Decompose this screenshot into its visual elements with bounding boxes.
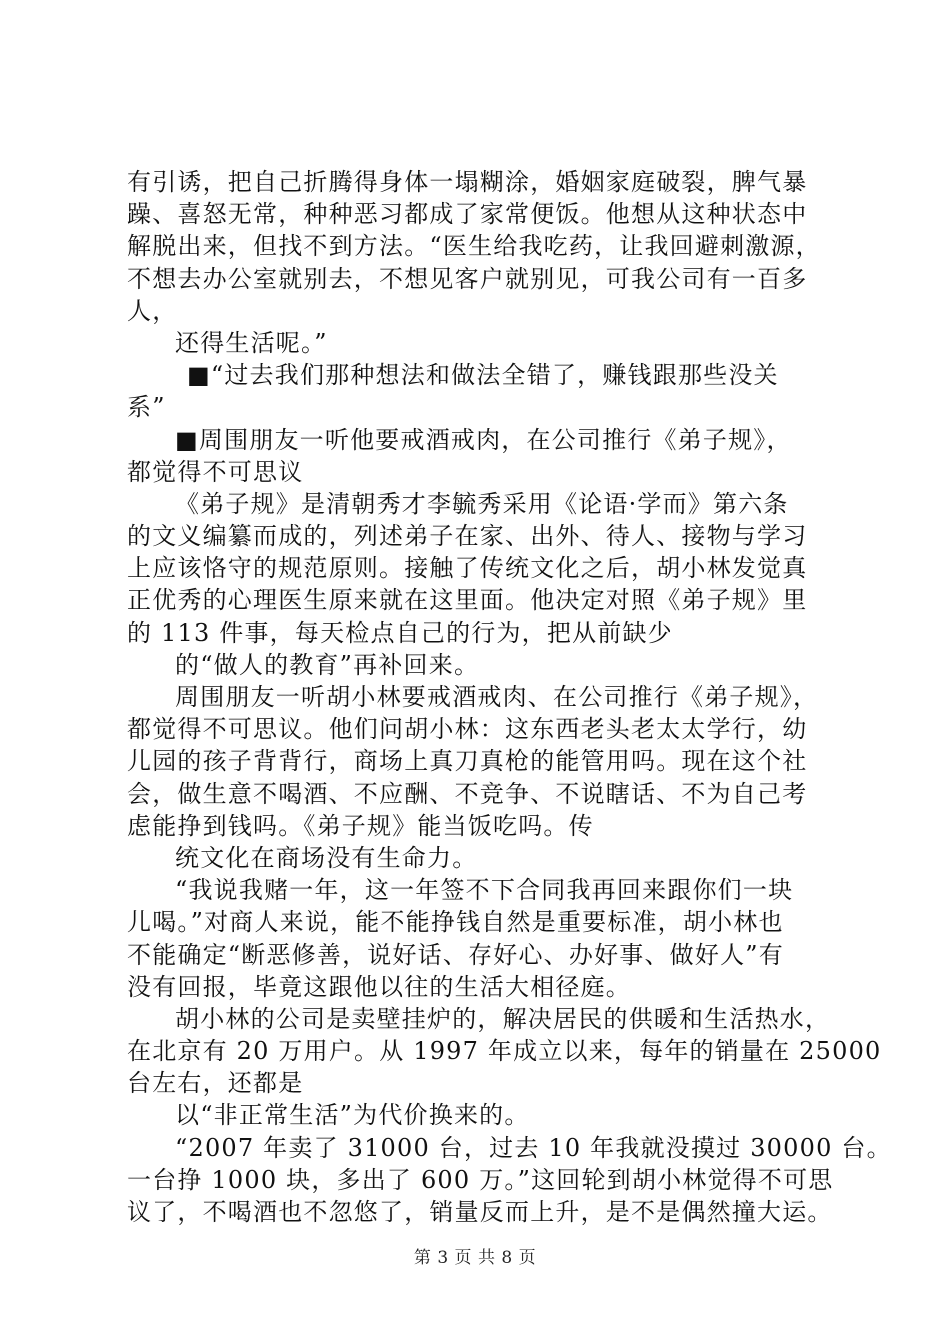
text-line: 儿园的孩子背背行，商场上真刀真枪的能管用吗。现在这个社 xyxy=(127,747,808,776)
subheading-line: 都觉得不可思议 xyxy=(127,457,304,486)
text-line: 都觉得不可思议。他们问胡小林：这东西老头老太太学行，幼 xyxy=(127,715,808,744)
text-line: 解脱出来，但找不到方法。“医生给我吃药，让我回避刺激源， xyxy=(127,232,821,261)
subheading-line: ■周围朋友一听他要戒酒戒肉，在公司推行《弟子规》， xyxy=(175,425,792,454)
text-line: 统文化在商场没有生命力。 xyxy=(175,843,478,872)
text-line: 的“做人的教育”再补回来。 xyxy=(175,650,480,679)
text-line: 有引诱，把自己折腾得身体一塌糊涂，婚姻家庭破裂，脾气暴 xyxy=(127,168,808,196)
text-line: 不能确定“断恶修善，说好话、存好心、办好事、做好人”有 xyxy=(127,940,784,969)
text-line: 躁、喜怒无常，种种恶习都成了家常便饭。他想从这种状态中 xyxy=(127,200,808,229)
text-line: 没有回报，毕竟这跟他以往的生活大相径庭。 xyxy=(127,972,631,1001)
text-line: 会，做生意不喝酒、不应酬、不竞争、不说瞎话、不为自己考 xyxy=(127,779,808,808)
text-line: 儿喝。”对商人来说，能不能挣钱自然是重要标准，胡小林也 xyxy=(127,908,784,937)
text-line: 虑能挣到钱吗。《弟子规》能当饭吃吗。传 xyxy=(127,811,594,840)
text-line: “我说我赌一年，这一年签不下合同我再回来跟你们一块 xyxy=(175,876,794,905)
text-line: 的 113 件事，每天检点自己的行为，把从前缺少 xyxy=(127,618,673,647)
text-line: 周围朋友一听胡小林要戒酒戒肉、在公司推行《弟子规》， xyxy=(175,683,819,711)
text-line: “2007 年卖了 31000 台，过去 10 年我就没摸过 30000 台。 xyxy=(175,1133,892,1162)
subheading-line: 系” xyxy=(127,393,166,422)
text-line: 在北京有 20 万用户。从 1997 年成立以来，每年的销量在 25000 xyxy=(127,1037,882,1066)
page-footer: 第 3 页 共 8 页 xyxy=(413,1248,537,1268)
text-line: 上应该恪守的规范原则。接触了传统文化之后，胡小林发觉真 xyxy=(127,554,808,583)
text-line: 不想去办公室就别去，不想见客户就别见，可我公司有一百多 xyxy=(127,264,808,293)
text-line: 的文义编纂而成的，列述弟子在家、出外、待人、接物与学习 xyxy=(127,522,808,551)
text-line: 《弟子规》是清朝秀才李毓秀采用《论语·学而》第六条 xyxy=(175,489,789,518)
text-line: 议了，不喝酒也不忽悠了，销量反而上升，是不是偶然撞大运。 xyxy=(127,1198,833,1226)
text-line: 一台挣 1000 块，多出了 600 万。”这回轮到胡小林觉得不可思 xyxy=(127,1165,834,1194)
text-line: 人， xyxy=(127,296,178,325)
text-line: 还得生活呢。” xyxy=(175,328,328,357)
document-body xyxy=(127,166,892,1228)
subheading-line: ■“过去我们那种想法和做法全错了，赚钱跟那些没关 xyxy=(187,361,779,390)
text-line: 台左右，还都是 xyxy=(127,1069,304,1098)
text-line: 以“非正常生活”为代价换来的。 xyxy=(175,1101,530,1130)
text-line: 正优秀的心理医生原来就在这里面。他决定对照《弟子规》里 xyxy=(127,586,808,615)
text-line: 胡小林的公司是卖壁挂炉的，解决居民的供暖和生活热水， xyxy=(175,1004,831,1033)
